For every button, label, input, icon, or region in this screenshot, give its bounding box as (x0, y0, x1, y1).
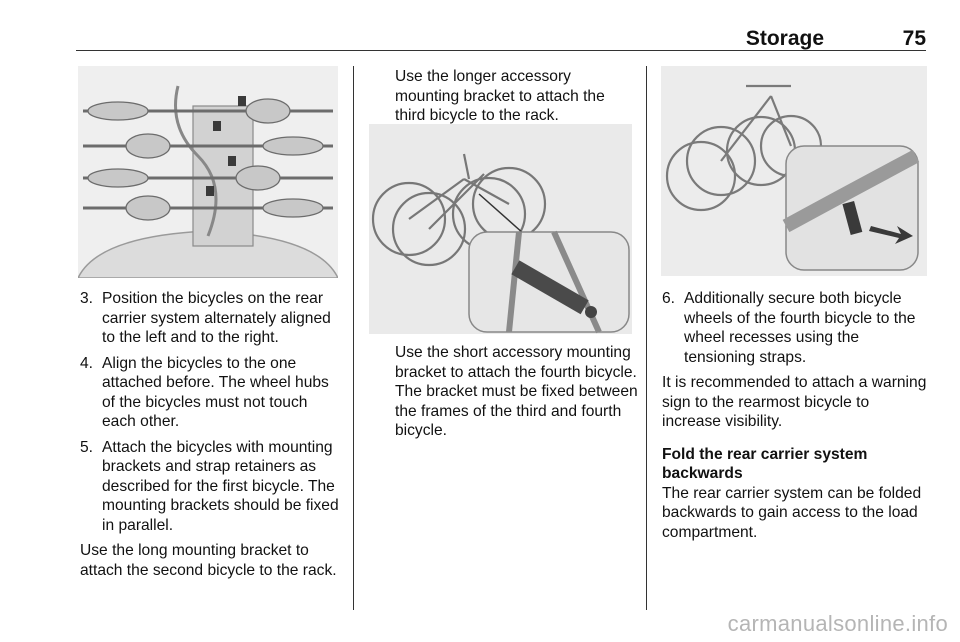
figure-third-bicycle-bracket (369, 124, 632, 334)
page-header-title: Storage (745, 27, 824, 50)
page-number: 75 (902, 27, 926, 50)
step-continuation: Use the long mounting bracket to attach the second bicycle to the rack. (80, 542, 337, 579)
column-1 (80, 289, 342, 580)
watermark-text: carmanualsonline.info (727, 611, 948, 636)
column-3 (662, 289, 932, 542)
section-subheading: Fold the rear carrier system backwards (662, 445, 868, 482)
list-item-number: 4. (80, 354, 94, 372)
section-body: The rear carrier system can be folded backwards to gain access to the load compartment. (662, 484, 922, 541)
column-divider-left (353, 66, 354, 610)
list-item-text: Position the bicycles on the rear carrier system alternately aligned to the left and to the right. (102, 290, 331, 346)
figure-bicycles-top-view (78, 66, 338, 278)
recommendation-paragraph: It is recommended to attach a warning sign to the rearmost bicycle to increase visibility. (662, 374, 927, 430)
paragraph-fourth-bicycle: Use the short accessory mounting bracket to attach the fourth bicycle. The bracket must be fixed between the frames of the third and fourth bicycle. (395, 344, 638, 439)
column-2-intro (395, 67, 635, 126)
header-rule (76, 50, 926, 51)
list-item (80, 289, 342, 348)
list-item (80, 354, 342, 432)
list-item-number: 6. (662, 290, 676, 307)
list-item-text: Attach the bicycles with mounting brackets and strap retainers as described for the first bicycle. The mounting brackets should be fixed in parallel. (102, 438, 339, 534)
figure-wheel-strap (661, 66, 927, 276)
list-item-number: 5. (80, 438, 94, 456)
list-item (80, 438, 342, 536)
paragraph-third-bicycle: Use the longer accessory mounting bracket to attach the third bicycle to the rack. (395, 68, 605, 124)
column-divider-right (646, 66, 647, 610)
list-item-text: Align the bicycles to the one attached before. The wheel hubs of the bicycles must not touch each other. (102, 354, 329, 430)
list-item-text: Additionally secure both bicycle wheels of the fourth bicycle to the wheel recesses using the tensioning straps. (684, 290, 916, 366)
column-2-body (395, 343, 640, 441)
list-item (662, 289, 932, 367)
list-item-number: 3. (80, 290, 94, 307)
